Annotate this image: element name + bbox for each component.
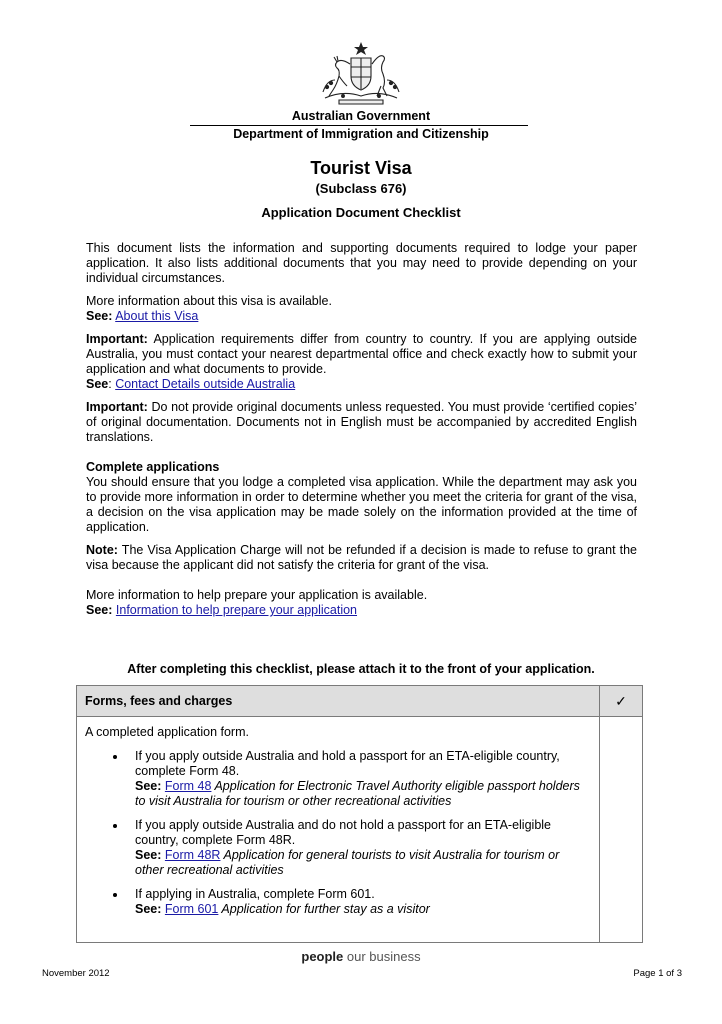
brand-bold: people — [301, 949, 344, 964]
complete-applications-paragraph — [86, 460, 637, 535]
intro-paragraph: This document lists the information and supporting documents required to lodge your paper application. It also lists additional documents that you may need to provide depending on your individual circumstances. — [86, 241, 637, 285]
document-subclass: (Subclass 676) — [315, 181, 407, 196]
see-label: See: — [86, 603, 113, 617]
important-label: Important: — [86, 400, 148, 414]
more-info-paragraph — [86, 294, 637, 324]
see-separator: : — [108, 377, 116, 391]
checkmark-icon: ✓ — [600, 686, 643, 717]
note-label: Note: — [86, 543, 118, 557]
important-label: Important: — [86, 332, 148, 346]
checkbox-cell[interactable] — [600, 717, 643, 943]
page-number: Page 1 of 3 — [633, 968, 682, 979]
form-601-link[interactable]: Form 601 — [164, 902, 219, 916]
list-item — [127, 818, 591, 878]
item-text: If you apply outside Australia and do not hold a passport for an ETA-eligible country, complete Form 48R. — [135, 818, 551, 847]
footer-brand — [0, 949, 722, 964]
form-48-link[interactable]: Form 48 — [164, 779, 212, 793]
note-paragraph — [86, 543, 637, 573]
table-row — [77, 717, 643, 943]
body-text — [86, 241, 637, 626]
coat-of-arms-icon — [313, 40, 409, 106]
more-info-text: More information about this visa is available. — [86, 294, 332, 308]
note-text: The Visa Application Charge will not be refunded if a decision is made to refuse to grant the visa because the applicant did not satisfy the criteria for grant of the visa. — [86, 543, 637, 572]
prepare-paragraph — [86, 588, 637, 618]
requirements-cell — [77, 717, 600, 943]
table-header-row — [77, 686, 643, 717]
contact-details-link[interactable]: Contact Details outside Australia — [115, 377, 296, 391]
about-visa-link[interactable]: About this Visa — [115, 309, 199, 323]
form-description: Application for general tourists to visit Australia for tourism or other recreational activities — [135, 848, 560, 877]
checklist-table — [76, 685, 643, 943]
prepare-text: More information to help prepare your application is available. — [86, 588, 428, 602]
item-text: If applying in Australia, complete Form 601. — [135, 887, 375, 901]
attach-instruction: After completing this checklist, please attach it to the front of your application. — [127, 662, 595, 676]
prepare-application-link[interactable]: Information to help prepare your application — [115, 603, 358, 617]
form-description: Application for Electronic Travel Authority eligible passport holders to visit Australia for tourism or other recreational activities — [135, 779, 580, 808]
requirement-intro: A completed application form. — [85, 725, 249, 739]
list-item — [127, 887, 591, 917]
checklist-title: Application Document Checklist — [261, 205, 461, 220]
complete-applications-heading: Complete applications — [86, 460, 220, 474]
see-label: See: — [135, 902, 162, 916]
important-text: Do not provide original documents unless requested. You must provide ‘certified copies’ of original documentation. Documents not in English must be accompanied by accredited English translations. — [86, 400, 637, 444]
section-heading: Forms, fees and charges — [77, 686, 600, 717]
see-label: See: — [86, 309, 113, 323]
brand-rest: our business — [343, 949, 421, 964]
header-divider — [190, 125, 528, 126]
see-label: See — [86, 377, 109, 391]
important-text: Application requirements differ from country to country. If you are applying outside Australia, you must contact your nearest departmental office and check exactly how to submit your application and what documents to provide. — [86, 332, 637, 376]
footer-date: November 2012 — [42, 968, 110, 979]
form-48r-link[interactable]: Form 48R — [164, 848, 221, 862]
see-label: See: — [135, 779, 162, 793]
form-description: Application for further stay as a visitor — [218, 902, 430, 916]
government-name: Australian Government — [291, 109, 431, 123]
requirement-list — [85, 749, 591, 917]
department-name: Department of Immigration and Citizenship — [233, 127, 489, 141]
important-paragraph-1 — [86, 332, 637, 392]
list-item — [127, 749, 591, 809]
important-paragraph-2 — [86, 400, 637, 445]
complete-applications-text: You should ensure that you lodge a completed visa application. While the department may ask you to provide more information in order to determine whether you meet the criteria for grant of the visa, a decision on the visa application may be made solely on the information provided at the time of application. — [86, 475, 637, 534]
item-text: If you apply outside Australia and hold a passport for an ETA-eligible country, complete Form 48. — [135, 749, 560, 778]
see-label: See: — [135, 848, 162, 862]
document-title: Tourist Visa — [310, 158, 412, 178]
